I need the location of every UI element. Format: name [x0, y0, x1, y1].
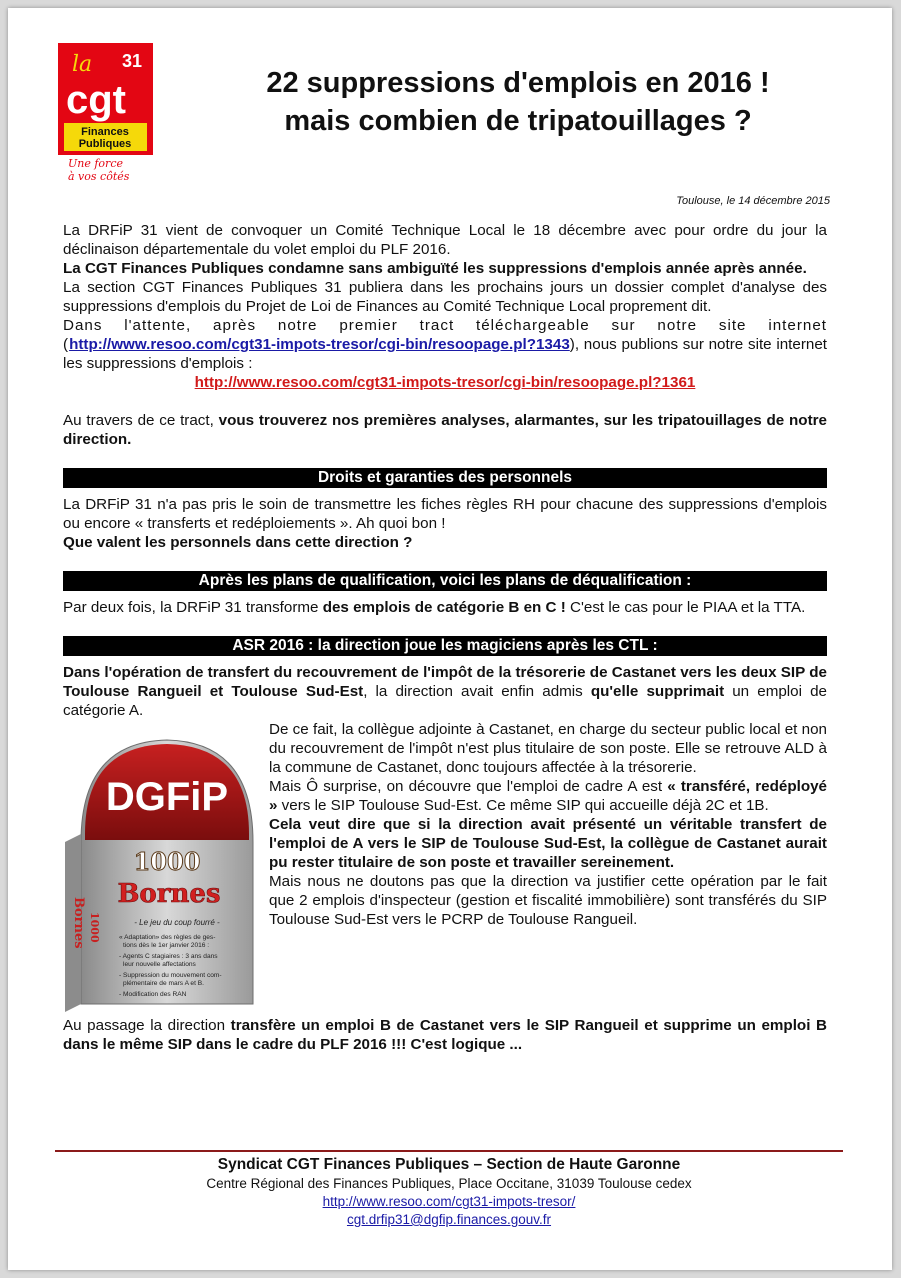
document-body	[63, 221, 827, 1054]
section1-paragraph-1: La DRFiP 31 n'a pas pris le soin de transmettre les fiches règles RH pour chacune des suppressions d'emplois ou encore « transferts et redéploiements ». Ah quoi bon !	[63, 496, 827, 532]
intro-paragraph-5	[63, 411, 827, 449]
section3-paragraph-6	[63, 1016, 827, 1054]
cgt-logo	[58, 43, 153, 188]
milestone-item3b: plémentaire de mars A et B.	[123, 980, 204, 987]
footer-email-link[interactable]: cgt.drfip31@dgfip.finances.gouv.fr	[346, 1212, 552, 1227]
intro-paragraph-4	[63, 316, 827, 373]
intro-paragraph-1: La DRFiP 31 vient de convoquer un Comité Technique Local le 18 décembre avec pour ordre du jour la déclinaison départementale du volet emploi du PLF 2016.	[63, 222, 827, 258]
milestone-item2b: leur nouvelle affectations	[123, 961, 196, 968]
section2-text-a: Par deux fois, la DRFiP 31 transforme	[63, 599, 323, 616]
milestone-item4: - Modification des RAN	[119, 991, 187, 998]
milestone-brand: DGFiP	[105, 775, 229, 819]
intro-p4-text-a: Dans l'attente, après notre premier tract téléchargeable sur notre site internet (	[63, 317, 827, 353]
section3-p1-text-b: , la direction avait enfin admis	[363, 683, 591, 700]
section-heading-droits: Droits et garanties des personnels	[63, 468, 827, 488]
section3-p1-text-c: qu'elle supprimait	[590, 683, 725, 700]
section3-p3-text-c: vers le SIP Toulouse Sud-Est. Ce même SIP qui accueille déjà 2C et 1B.	[277, 797, 769, 814]
section2-text-c: C'est le cas pour le PIAA et la TTA.	[565, 599, 806, 616]
suppressions-link[interactable]: http://www.resoo.com/cgt31-impots-tresor/cgi-bin/resoopage.pl?1361	[194, 374, 696, 391]
document-date: Toulouse, le 14 décembre 2015	[676, 195, 830, 207]
logo-number: 31	[122, 51, 143, 71]
intro-paragraph-3: La section CGT Finances Publiques 31 publiera dans les prochains jours un dossier complet d'analyse des suppressions d'emplois du Projet de Loi de Finances au Comité Technique Local proprement dit.	[63, 279, 827, 315]
section3-p3-text-b: « transféré, redéployé »	[269, 778, 827, 814]
milestone-word: Bornes	[117, 879, 221, 909]
milestone-subtitle: - Le jeu du coup fourré -	[134, 918, 220, 927]
milestone-item1a: « Adaptation» des règles de ges-	[119, 934, 216, 941]
section3-p6-text-a: Au passage la direction	[63, 1017, 231, 1034]
milestone-item2a: - Agents C stagiaires : 3 ans dans	[119, 953, 218, 960]
section3-p1-text-d: un emploi de catégorie A.	[63, 683, 827, 719]
milestone-side-count: 1000	[88, 912, 101, 943]
intro-link-line	[63, 373, 827, 392]
footer-website-link[interactable]: http://www.resoo.com/cgt31-impots-tresor/	[322, 1194, 576, 1209]
page-title	[178, 64, 858, 140]
logo-line2: Publiques	[78, 138, 132, 150]
intro-paragraph-2: La CGT Finances Publiques condamne sans ambiguïté les suppressions d'emplois année après année.	[63, 260, 807, 277]
milestone-count: 1000	[133, 847, 201, 876]
document-page	[8, 8, 892, 1270]
milestone-item1b: tions dès le 1er janvier 2016 :	[123, 942, 210, 949]
section3-paragraph-5: Mais nous ne doutons pas que la direction va justifier cette opération par le fait que 2 emplois d'inspecteur (gestion et fiscalité immobilière) sont transférés du SIP Toulouse Sud-Est vers le PCRP de Toulouse Rangueil.	[269, 873, 827, 928]
logo-slogan2: à vos côtés	[68, 170, 130, 183]
logo-cgt-text: cgt	[66, 78, 126, 122]
section3-paragraph-4: Cela veut dire que si la direction avait présenté un véritable transfert de l'emploi de A vers le SIP de Toulouse Sud-Est, la collègue de Castanet aurait pu rester titulaire de son poste et travailler sereinement.	[269, 816, 827, 871]
footer-org: Syndicat CGT Finances Publiques – Section de Haute Garonne	[217, 1156, 681, 1173]
footer-divider	[55, 1150, 843, 1152]
section1-paragraph-2: Que valent les personnels dans cette direction ?	[63, 534, 413, 551]
title-line-2: mais combien de tripatouillages ?	[284, 105, 752, 137]
intro-p4-text-b: ), nous publions sur notre site internet les suppressions d'emplois :	[63, 336, 827, 372]
footer-address: Centre Régional des Finances Publiques, Place Occitane, 31039 Toulouse cedex	[206, 1176, 692, 1191]
section-heading-dequalification: Après les plans de qualification, voici les plans de déqualification :	[63, 571, 827, 591]
logo-la-text: la	[72, 52, 93, 77]
footer	[55, 1155, 843, 1229]
section3-paragraph-1	[63, 663, 827, 720]
section3-paragraph-2: De ce fait, la collègue adjointe à Castanet, en charge du secteur public local et non du recouvrement de l'impôt n'est plus titulaire de son poste. Elle se retrouve ALD à la commune de Castanet, donc toujours affectée à la trésorerie.	[269, 721, 827, 776]
milestone-side-word: Bornes	[71, 897, 86, 949]
tract-link[interactable]: http://www.resoo.com/cgt31-impots-tresor/cgi-bin/resoopage.pl?1343	[69, 336, 570, 353]
section2-paragraph	[63, 598, 827, 617]
dgfip-milestone-image	[63, 722, 261, 1012]
section2-text-b: des emplois de catégorie B en C !	[322, 599, 566, 616]
intro-p5-text-b: vous trouverez nos premières analyses, alarmantes, sur les tripatouillages de notre direction.	[63, 412, 827, 448]
section3-p3-text-a: Mais Ô surprise, on découvre que l'emploi de cadre A est	[269, 778, 668, 795]
section3-p6-text-b: transfère un emploi B de Castanet vers le SIP Rangueil et supprime un emploi B dans le même SIP dans le cadre du PLF 2016 !!! C'est logique ...	[63, 1017, 827, 1053]
intro-p5-text-a: Au travers de ce tract,	[63, 412, 219, 429]
section3-p1-text-a: Dans l'opération de transfert du recouvrement de l'impôt de la trésorerie de Castanet vers les deux SIP de Toulouse Rangueil et Toulouse Sud-Est	[63, 664, 827, 700]
section-heading-asr: ASR 2016 : la direction joue les magiciens après les CTL :	[63, 636, 827, 656]
logo-slogan1: Une force	[68, 157, 123, 170]
logo-line1: Finances	[81, 126, 129, 138]
title-line-1: 22 suppressions d'emplois en 2016 !	[266, 67, 770, 99]
milestone-item3a: - Suppression du mouvement com-	[119, 972, 222, 979]
